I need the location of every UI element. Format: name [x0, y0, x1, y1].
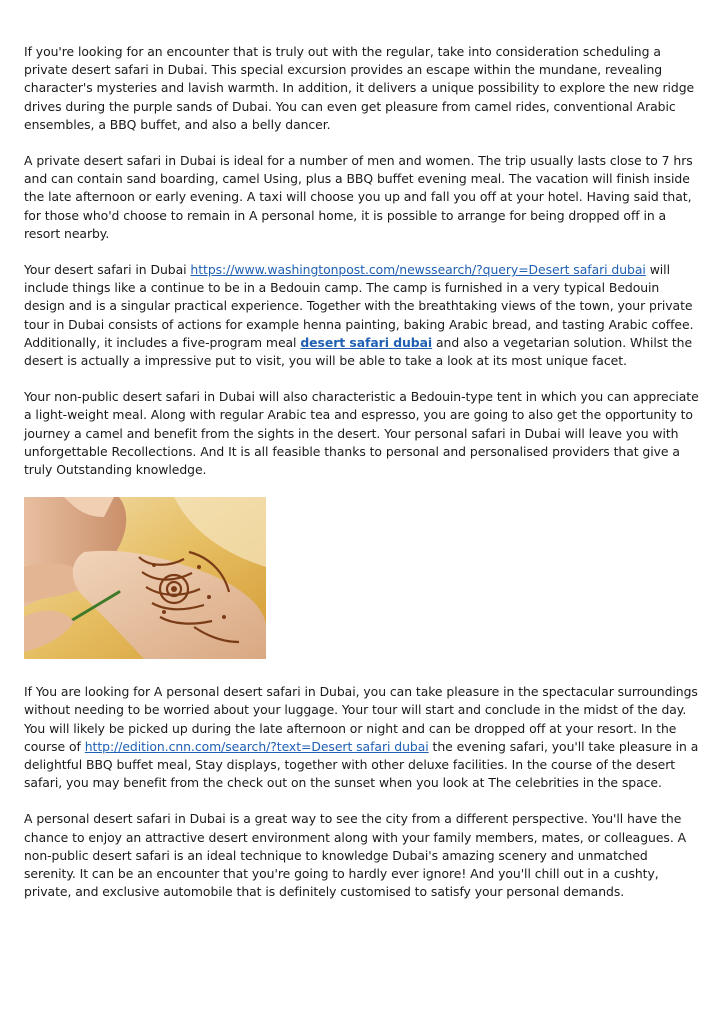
paragraph-1: If you're looking for an encounter that is truly out with the regular, take into consideration scheduling a private desert safari in Dubai. This special excursion provides an escape within the mundane, revealing character's mysteries and lavish warmth. In addition, it delivers a unique possibility to explore the new ridge drives during the purple sands of Dubai. You can even get pleasure from camel rides, conventional Arabic ensembles, a BBQ buffet, and also a belly dancer.: [24, 44, 695, 132]
paragraph-2: A private desert safari in Dubai is ideal for a number of men and women. The trip usually lasts close to 7 hrs and can contain sand boarding, camel Using, plus a BBQ buffet evening meal. The vacation will finish inside the late afternoon or early evening. A taxi will choose you up and fall you off at your hotel. Having said that, for those who'd choose to remain in A personal home, it is possible to arrange for being dropped off in a resort nearby.: [24, 153, 693, 241]
washingtonpost-link[interactable]: https://www.washingtonpost.com/newssearch/?query=Desert safari dubai: [190, 262, 646, 278]
paragraph-3-text-b: will include things like a continue to be in a Bedouin camp. The camp is furnished in a very typical Bedouin design and is a singular practical experience. Together with the breathtaking views of the town, your private tour in Dubai consists of actions for example henna painting, baking Arabic bread, and tasting Arabic coffee. Additionally, it includes a five-program meal: [24, 262, 694, 350]
paragraph-3-text-a: Your desert safari in Dubai: [24, 262, 191, 278]
paragraph-5-text-b: the evening safari, you'll take pleasure in a delightful BBQ buffet meal, Stay displays, together with other deluxe facilities. In the course of the desert safari, you may benefit from the check out on the sunset when you look at The celebrities in the space.: [24, 738, 699, 791]
henna-hand-photo: [24, 497, 266, 659]
paragraph-5-text-a: If You are looking for A personal desert safari in Dubai, you can take pleasure in the spectacular surroundings without needing to be worried about your luggage. Your tour will start and conclude in the midst of the day. You will likely be picked up during the late afternoon or night and can be dropped off at your resort. In the course of: [24, 684, 698, 754]
paragraph-3: [24, 261, 700, 370]
cnn-link[interactable]: http://edition.cnn.com/search/?text=Desert safari dubai: [84, 738, 429, 754]
paragraph-3-text-c: and also a vegetarian solution. Whilst the desert is actually a impressive put to visit, you will be able to take a look at its most unique facet.: [24, 334, 693, 369]
article-body: [24, 43, 700, 920]
paragraph-5: [24, 683, 700, 792]
paragraph-6: A personal desert safari in Dubai is a great way to see the city from a different perspective. You'll have the chance to enjoy an attractive desert environment along with your family members, mates, or colleagues. A non-public desert safari is an ideal technique to knowledge Dubai's amazing scenery and unmatched serenity. It can be an encounter that you're going to hardly ever ignore! And you'll chill out in a cushty, private, and exclusive automobile that is definitely customised to satisfy your personal demands.: [24, 811, 687, 900]
paragraph-4: Your non-public desert safari in Dubai will also characteristic a Bedouin-type tent in which you can appreciate a light-weight meal. Along with regular Arabic tea and espresso, you are going to also get the opportunity to journey a camel and benefit from the sights in the desert. Your personal safari in Dubai will leave you with unforgettable Recollections. And It is all feasible thanks to personal and personalised providers that give a truly Outstanding knowledge.: [24, 389, 699, 478]
desert-safari-dubai-link[interactable]: desert safari dubai: [300, 334, 433, 350]
